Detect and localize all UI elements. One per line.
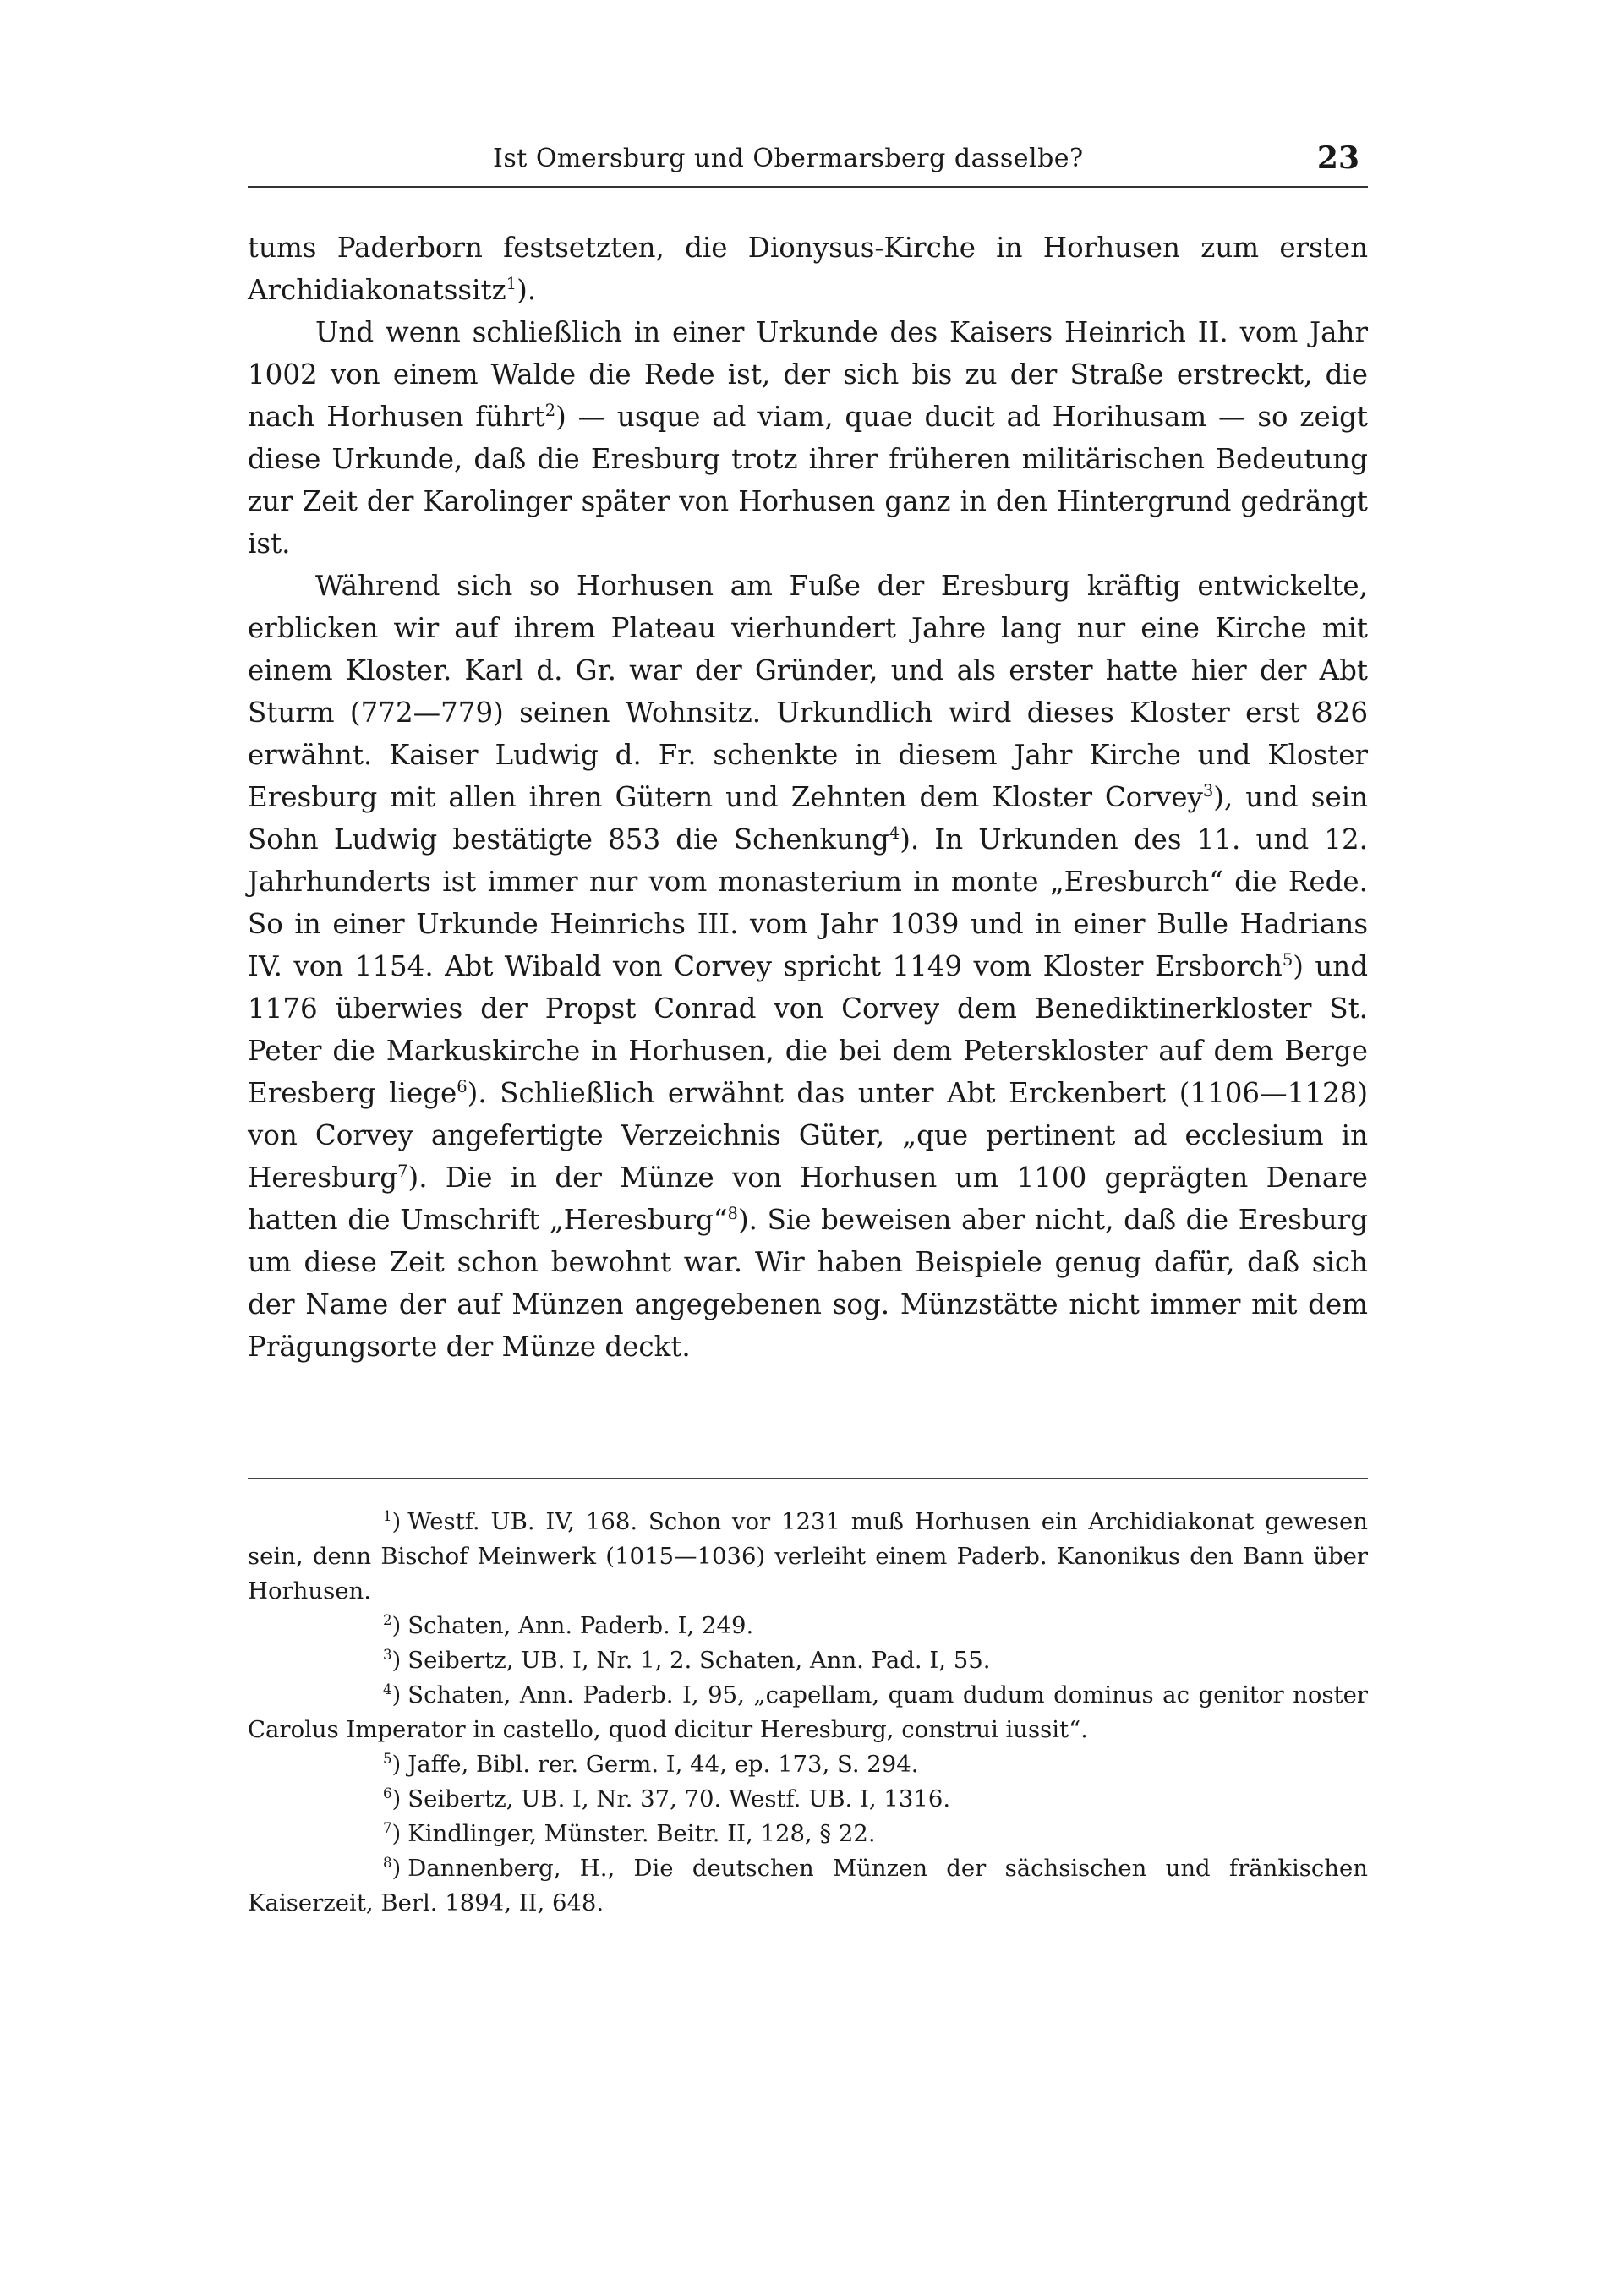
footnote-item	[248, 1609, 1368, 1643]
footnote-marker	[315, 1609, 401, 1643]
footnote-reference: 7	[397, 1162, 408, 1182]
footnote-item	[248, 1851, 1368, 1921]
footnote-paren: )	[391, 1785, 402, 1812]
footnote-item	[248, 1643, 1368, 1678]
body-paragraph	[248, 311, 1368, 565]
text-run: ). In Urkunden des 11. und 12. Jahrhunderts ist immer nur vom monasterium in monte „Eresburch“ die Rede. So in einer Urkunde Heinrichs III. vom Jahr 1039 und in einer Bulle Hadrians IV. von 1154. Abt Wibald von Corvey spricht 1149 vom Kloster Ersborch	[248, 823, 1368, 982]
footnote-paren: )	[391, 1612, 402, 1639]
footnote-item	[248, 1747, 1368, 1782]
footnote-number: 1	[383, 1507, 392, 1524]
footnote-marker	[315, 1817, 401, 1851]
footnote-reference: 6	[457, 1077, 468, 1097]
running-title: Ist Omersburg und Obermarsberg dasselbe?	[493, 144, 1084, 173]
text-run: ). Die in der Münze von Horhusen um 1100 geprägten Denare hatten die Umschrift „Heresburg“	[248, 1162, 1368, 1236]
footnote-marker	[315, 1678, 401, 1713]
text-run: Während sich so Horhusen am Fuße der Eresburg kräftig entwickelte, erblicken wir auf ihrem Plateau vierhundert Jahre lang nur eine Kirche mit einem Kloster. Karl d. Gr. war der Gründer, und als erster hatte hier der Abt Sturm (772—779) seinen Wohnsitz. Urkundlich wird dieses Kloster erst 826 erwähnt. Kaiser Ludwig d. Fr. schenkte in diesem Jahr Kirche und Kloster Eresburg mit allen ihren Gütern und Zehnten dem Kloster Corvey	[248, 570, 1368, 813]
footnote-text: Seibertz, UB. I, Nr. 1, 2. Schaten, Ann. Pad. I, 55.	[407, 1647, 991, 1674]
footnote-item	[248, 1817, 1368, 1851]
body-paragraph	[248, 227, 1368, 311]
footnote-reference: 4	[889, 823, 900, 844]
text-run: ). Schließlich erwähnt das unter Abt Erckenbert (1106—1128) von Corvey angefertigte Verzeichnis Güter, „que pertinent ad ecclesium in Heresburg	[248, 1077, 1368, 1194]
footnote-marker	[315, 1851, 401, 1886]
footnote-text: Jaffe, Bibl. rer. Germ. I, 44, ep. 173, S. 294.	[407, 1751, 919, 1778]
footnote-text: Seibertz, UB. I, Nr. 37, 70. Westf. UB. I, 1316.	[407, 1785, 951, 1812]
page-number: 23	[1316, 140, 1359, 176]
footnote-reference: 2	[544, 401, 556, 421]
footnote-text: Dannenberg, H., Die deutschen Münzen der sächsischen und fränkischen Kaiserzeit, Berl. 1894, II, 648.	[248, 1855, 1368, 1916]
footnote-marker	[315, 1643, 401, 1678]
text-run: tums Paderborn festsetzten, die Dionysus-Kirche in Horhusen zum ersten Archidiakonatssitz	[248, 232, 1368, 306]
footnote-number: 8	[383, 1854, 392, 1871]
footnote-item	[248, 1678, 1368, 1747]
running-header	[248, 127, 1368, 188]
footnote-reference: 8	[727, 1204, 738, 1224]
footnote-text: Schaten, Ann. Paderb. I, 95, „capellam, quam dudum dominus ac genitor noster Carolus Imperator in castello, quod dicitur Heresburg, construi iussit“.	[248, 1681, 1368, 1743]
body-text	[248, 227, 1368, 1368]
footnote-marker	[315, 1782, 401, 1817]
text-run: ) und 1176 überwies der Propst Conrad von Corvey dem Benediktinerkloster St. Peter die Markuskirche in Horhusen, die bei dem Peterskloster auf dem Berge Eresberg liege	[248, 950, 1369, 1109]
footnote-paren: )	[391, 1855, 402, 1882]
footnote-number: 4	[383, 1681, 392, 1697]
footnote-number: 3	[383, 1646, 392, 1663]
footnote-number: 7	[383, 1819, 392, 1836]
book-page	[248, 127, 1368, 2198]
footnote-paren: )	[391, 1751, 402, 1778]
footnote-item	[248, 1505, 1368, 1609]
footnote-paren: )	[391, 1820, 402, 1847]
text-run: ).	[517, 274, 537, 306]
text-run: ). Sie beweisen aber nicht, daß die Eresburg um diese Zeit schon bewohnt war. Wir haben Beispiele genug dafür, daß sich der Name der auf Münzen angegebenen sog. Münzstätte nicht immer mit dem Prägungsorte der Münze deckt.	[248, 1204, 1369, 1363]
text-run: ) — usque ad viam, quae ducit ad Horihusam — so zeigt diese Urkunde, daß die Eresburg trotz ihrer früheren militärischen Bedeutung zur Zeit der Karolinger später von Horhusen ganz in den Hintergrund gedrängt ist.	[248, 401, 1368, 560]
footnote-text: Kindlinger, Münster. Beitr. II, 128, § 22.	[407, 1820, 876, 1847]
footnote-marker	[315, 1505, 401, 1539]
footnotes	[248, 1505, 1368, 1921]
footnote-reference: 1	[506, 274, 517, 294]
footnote-number: 6	[383, 1785, 392, 1801]
footnote-paren: )	[391, 1647, 402, 1674]
text-run: ), und sein Sohn Ludwig bestätigte 853 die Schenkung	[248, 781, 1369, 856]
footnote-text: Westf. UB. IV, 168. Schon vor 1231 muß Horhusen ein Archidiakonat gewesen sein, denn Bischof Meinwerk (1015—1036) verleiht einem Paderb. Kanonikus den Bann über Horhusen.	[248, 1508, 1368, 1604]
text-run: Und wenn schließlich in einer Urkunde des Kaisers Heinrich II. vom Jahr 1002 von einem Walde die Rede ist, der sich bis zu der Straße erstreckt, die nach Horhusen führt	[248, 316, 1368, 433]
footnote-text: Schaten, Ann. Paderb. I, 249.	[407, 1612, 754, 1639]
footnote-number: 2	[383, 1611, 392, 1628]
footnote-paren: )	[391, 1681, 402, 1708]
footnote-reference: 3	[1202, 781, 1214, 801]
footnote-divider	[248, 1478, 1368, 1479]
footnote-number: 5	[383, 1750, 392, 1767]
footnote-item	[248, 1782, 1368, 1817]
footnote-reference: 5	[1282, 950, 1293, 970]
body-paragraph	[248, 565, 1368, 1368]
footnote-paren: )	[391, 1508, 402, 1535]
footnote-marker	[315, 1747, 401, 1782]
